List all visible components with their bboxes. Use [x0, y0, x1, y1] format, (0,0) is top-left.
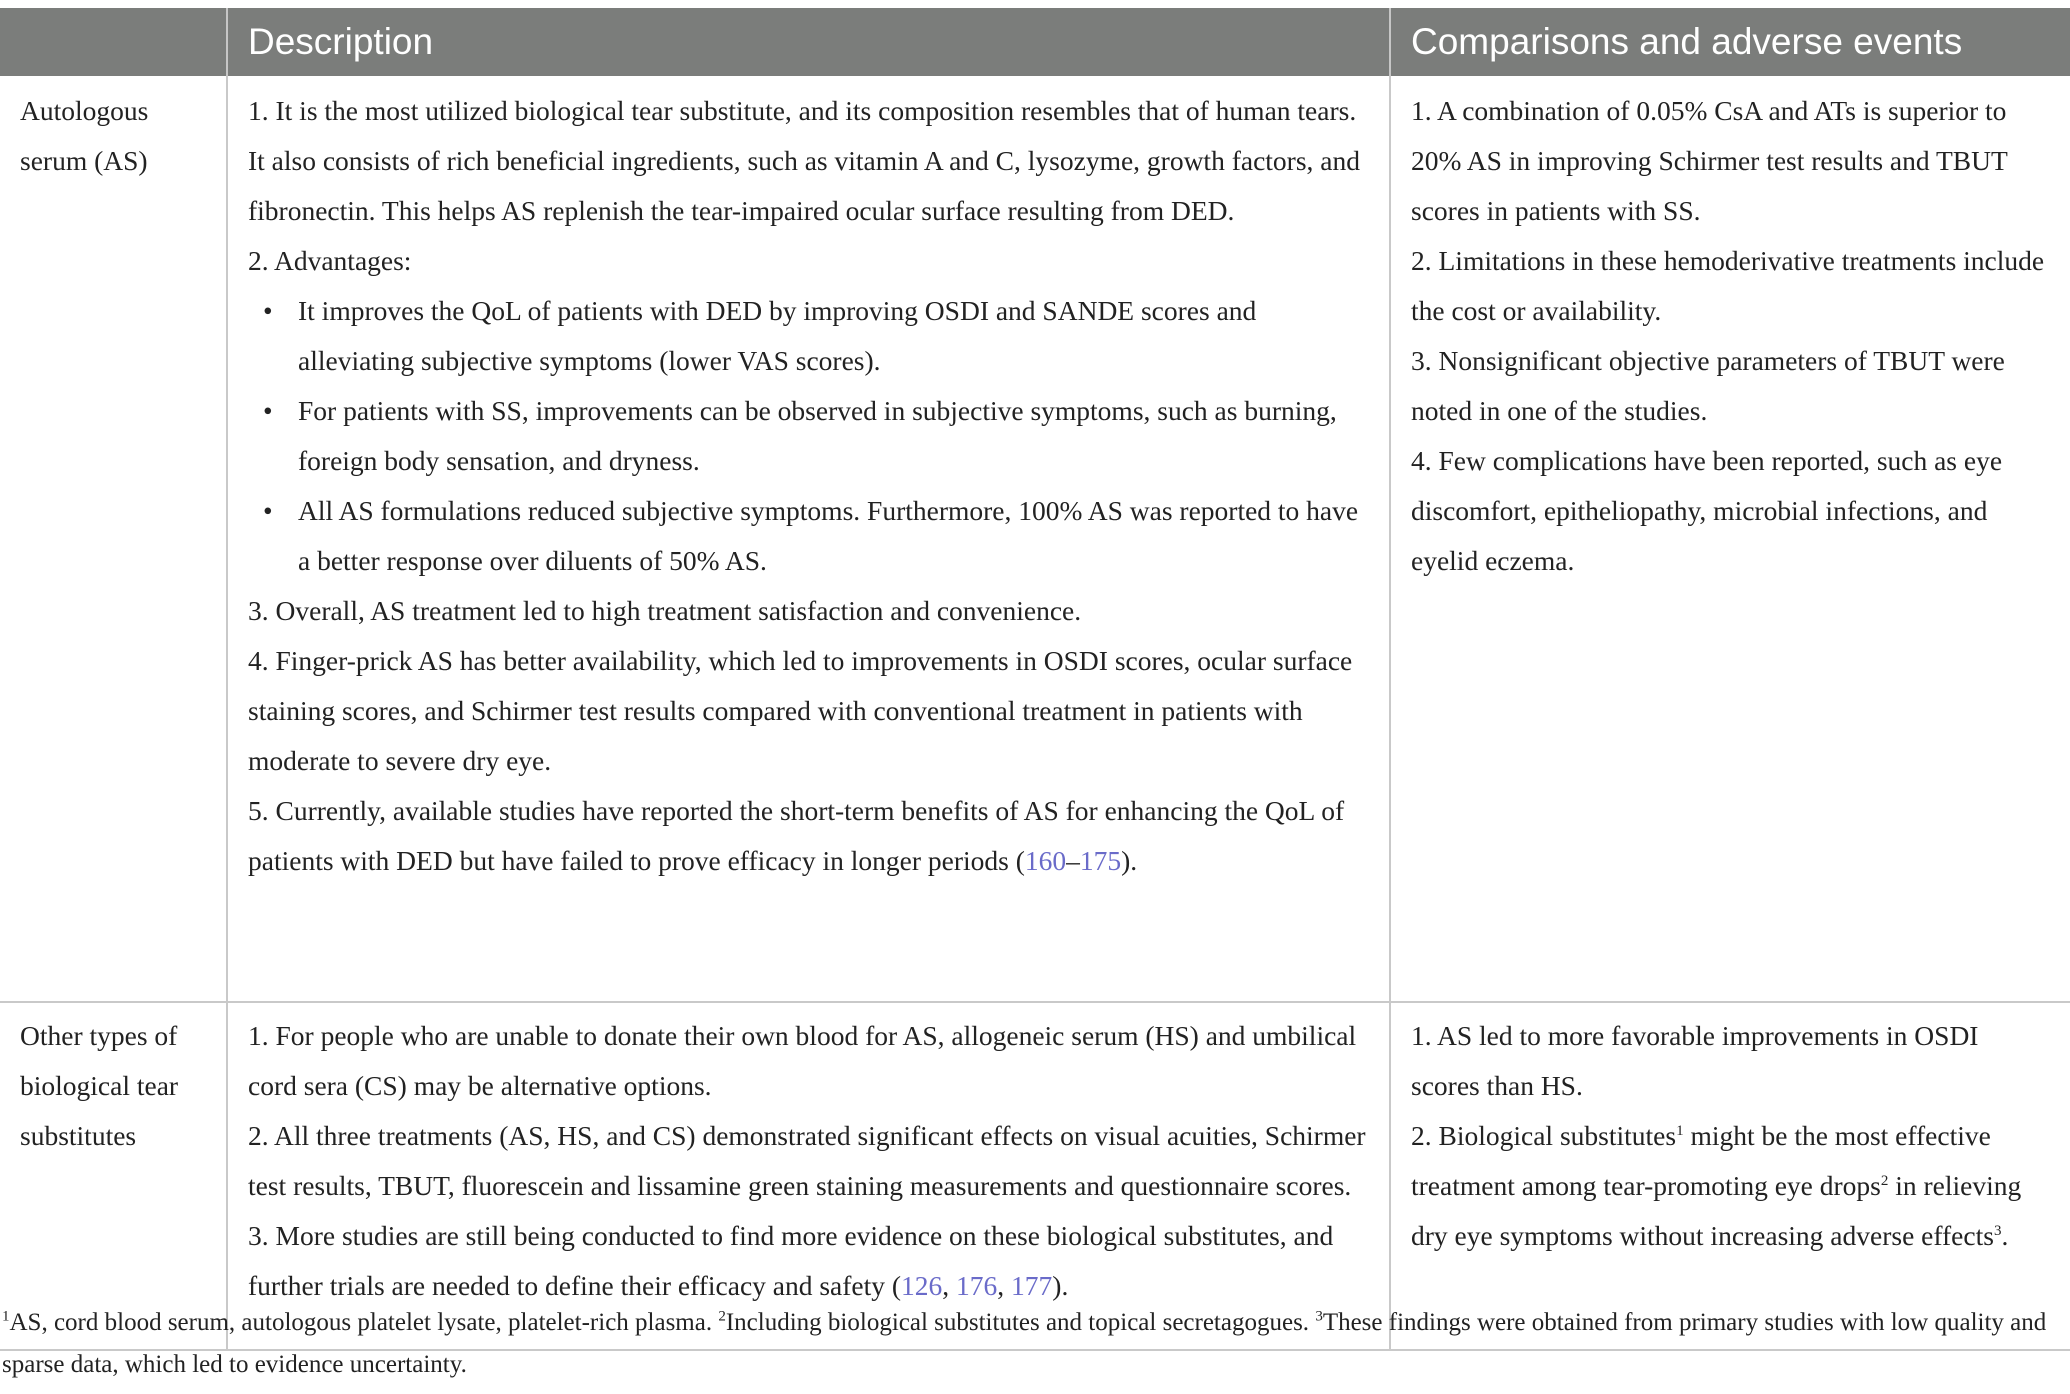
description-item: 3. Overall, AS treatment led to high treatment satisfaction and convenience.	[248, 595, 1082, 626]
comparison-text: .	[2001, 1220, 2009, 1251]
reference-separator: ,	[942, 1270, 957, 1301]
table-row	[0, 76, 2070, 1002]
description-cell	[227, 76, 1390, 1002]
description-item: 2. All three treatments (AS, HS, and CS) demonstrated significant effects on visual acuities, Schirmer test results, TBUT, fluorescein and lissamine green staining measurements and questionnaire scores.	[248, 1120, 1366, 1201]
description-item	[248, 786, 1369, 886]
comparison-text: might be the most effective treatment among tear-promoting eye drops	[1411, 1120, 1991, 1201]
header-description: Description	[227, 8, 1390, 76]
footnote-marker: 2	[1880, 1172, 1889, 1189]
reference-separator: ,	[997, 1270, 1012, 1301]
description-item	[248, 1211, 1369, 1311]
reference-link[interactable]: 160	[1024, 845, 1067, 876]
footnote-text: Including biological substitutes and topical secretagogues.	[725, 1309, 1316, 1336]
comparison-item: 2. Limitations in these hemoderivative treatments include the cost or availability.	[1411, 245, 2045, 326]
comparison-text: 2. Biological substitutes	[1411, 1120, 1677, 1151]
table-row	[0, 1002, 2070, 1350]
footnote-text: AS, cord blood serum, autologous platelet lysate, platelet-rich plasma.	[9, 1309, 719, 1336]
list-item	[248, 286, 1369, 386]
footnote-marker: 3	[1993, 1222, 2002, 1239]
footnote-marker: 1	[1676, 1122, 1684, 1139]
description-item: 1. It is the most utilized biological tear substitute, and its composition resembles that of human tears. It also consists of rich beneficial ingredients, such as vitamin A and C, lysozyme, growth factors, and fibronectin. This helps AS replenish the tear-impaired ocular surface resulting from DED.	[248, 95, 1360, 226]
reference-link[interactable]: 177	[1011, 1270, 1053, 1301]
table-footnote	[2, 1302, 2062, 1386]
list-item	[248, 486, 1369, 586]
header-empty	[0, 8, 227, 76]
list-item-text: For patients with SS, improvements can be observed in subjective symptoms, such as burning, foreign body sensation, and dryness.	[298, 395, 1337, 476]
reference-link[interactable]: 176	[956, 1270, 998, 1301]
advantages-list	[248, 286, 1369, 586]
comparison-text: in relieving dry eye symptoms without increasing adverse effects	[1411, 1170, 2022, 1251]
description-item: 2. Advantages:	[248, 245, 412, 276]
description-text: 5. Currently, available studies have reported the short-term benefits of AS for enhancing the QoL of patients with DED but have failed to prove efficacy in longer periods (	[248, 795, 1345, 876]
description-text: ).	[1052, 1270, 1069, 1301]
reference-separator: –	[1066, 845, 1080, 876]
bullet-icon: •	[263, 395, 273, 426]
comparison-table	[0, 8, 2070, 1351]
row-label: Autologous serum (AS)	[0, 76, 227, 1002]
row-label: Other types of biological tear substitutes	[0, 1002, 227, 1350]
comparisons-cell	[1390, 76, 2070, 1002]
bullet-icon: •	[263, 495, 273, 526]
reference-link[interactable]: 175	[1079, 845, 1122, 876]
footnote-marker: 3	[1315, 1308, 1323, 1325]
comparison-item: 1. AS led to more favorable improvements in OSDI scores than HS.	[1411, 1020, 1979, 1101]
description-item: 4. Finger-prick AS has better availability, which led to improvements in OSDI scores, ocular surface staining scores, and Schirmer test results compared with conventional treatment in patients with moderate to severe dry eye.	[248, 645, 1353, 776]
description-text: 3. More studies are still being conducted to find more evidence on these biological substitutes, and further trials are needed to define their efficacy and safety (	[248, 1220, 1334, 1301]
comparison-item	[1411, 1111, 2050, 1261]
footnote-text: These findings were obtained from primary studies with low quality and sparse data, which led to evidence uncertainty.	[2, 1309, 2047, 1378]
comparison-item: 3. Nonsignificant objective parameters of TBUT were noted in one of the studies.	[1411, 345, 2005, 426]
bullet-icon: •	[263, 295, 273, 326]
footnote-marker: 1	[2, 1308, 10, 1325]
header-row	[0, 8, 2070, 76]
description-text: ).	[1121, 845, 1138, 876]
comparison-item: 4. Few complications have been reported, such as eye discomfort, epitheliopathy, microbial infections, and eyelid eczema.	[1411, 445, 2003, 576]
comparison-item: 1. A combination of 0.05% CsA and ATs is superior to 20% AS in improving Schirmer test results and TBUT scores in patients with SS.	[1411, 95, 2008, 226]
list-item-text: It improves the QoL of patients with DED by improving OSDI and SANDE scores and alleviating subjective symptoms (lower VAS scores).	[298, 295, 1257, 376]
footnote-marker: 2	[718, 1308, 726, 1325]
list-item	[248, 386, 1369, 486]
reference-link[interactable]: 126	[901, 1270, 943, 1301]
list-item-text: All AS formulations reduced subjective symptoms. Furthermore, 100% AS was reported to have a better response over diluents of 50% AS.	[298, 495, 1359, 576]
header-comparisons: Comparisons and adverse events	[1390, 8, 2070, 76]
description-item: 1. For people who are unable to donate their own blood for AS, allogeneic serum (HS) and umbilical cord sera (CS) may be alternative options.	[248, 1020, 1357, 1101]
description-cell	[227, 1002, 1390, 1350]
comparisons-cell	[1390, 1002, 2070, 1350]
